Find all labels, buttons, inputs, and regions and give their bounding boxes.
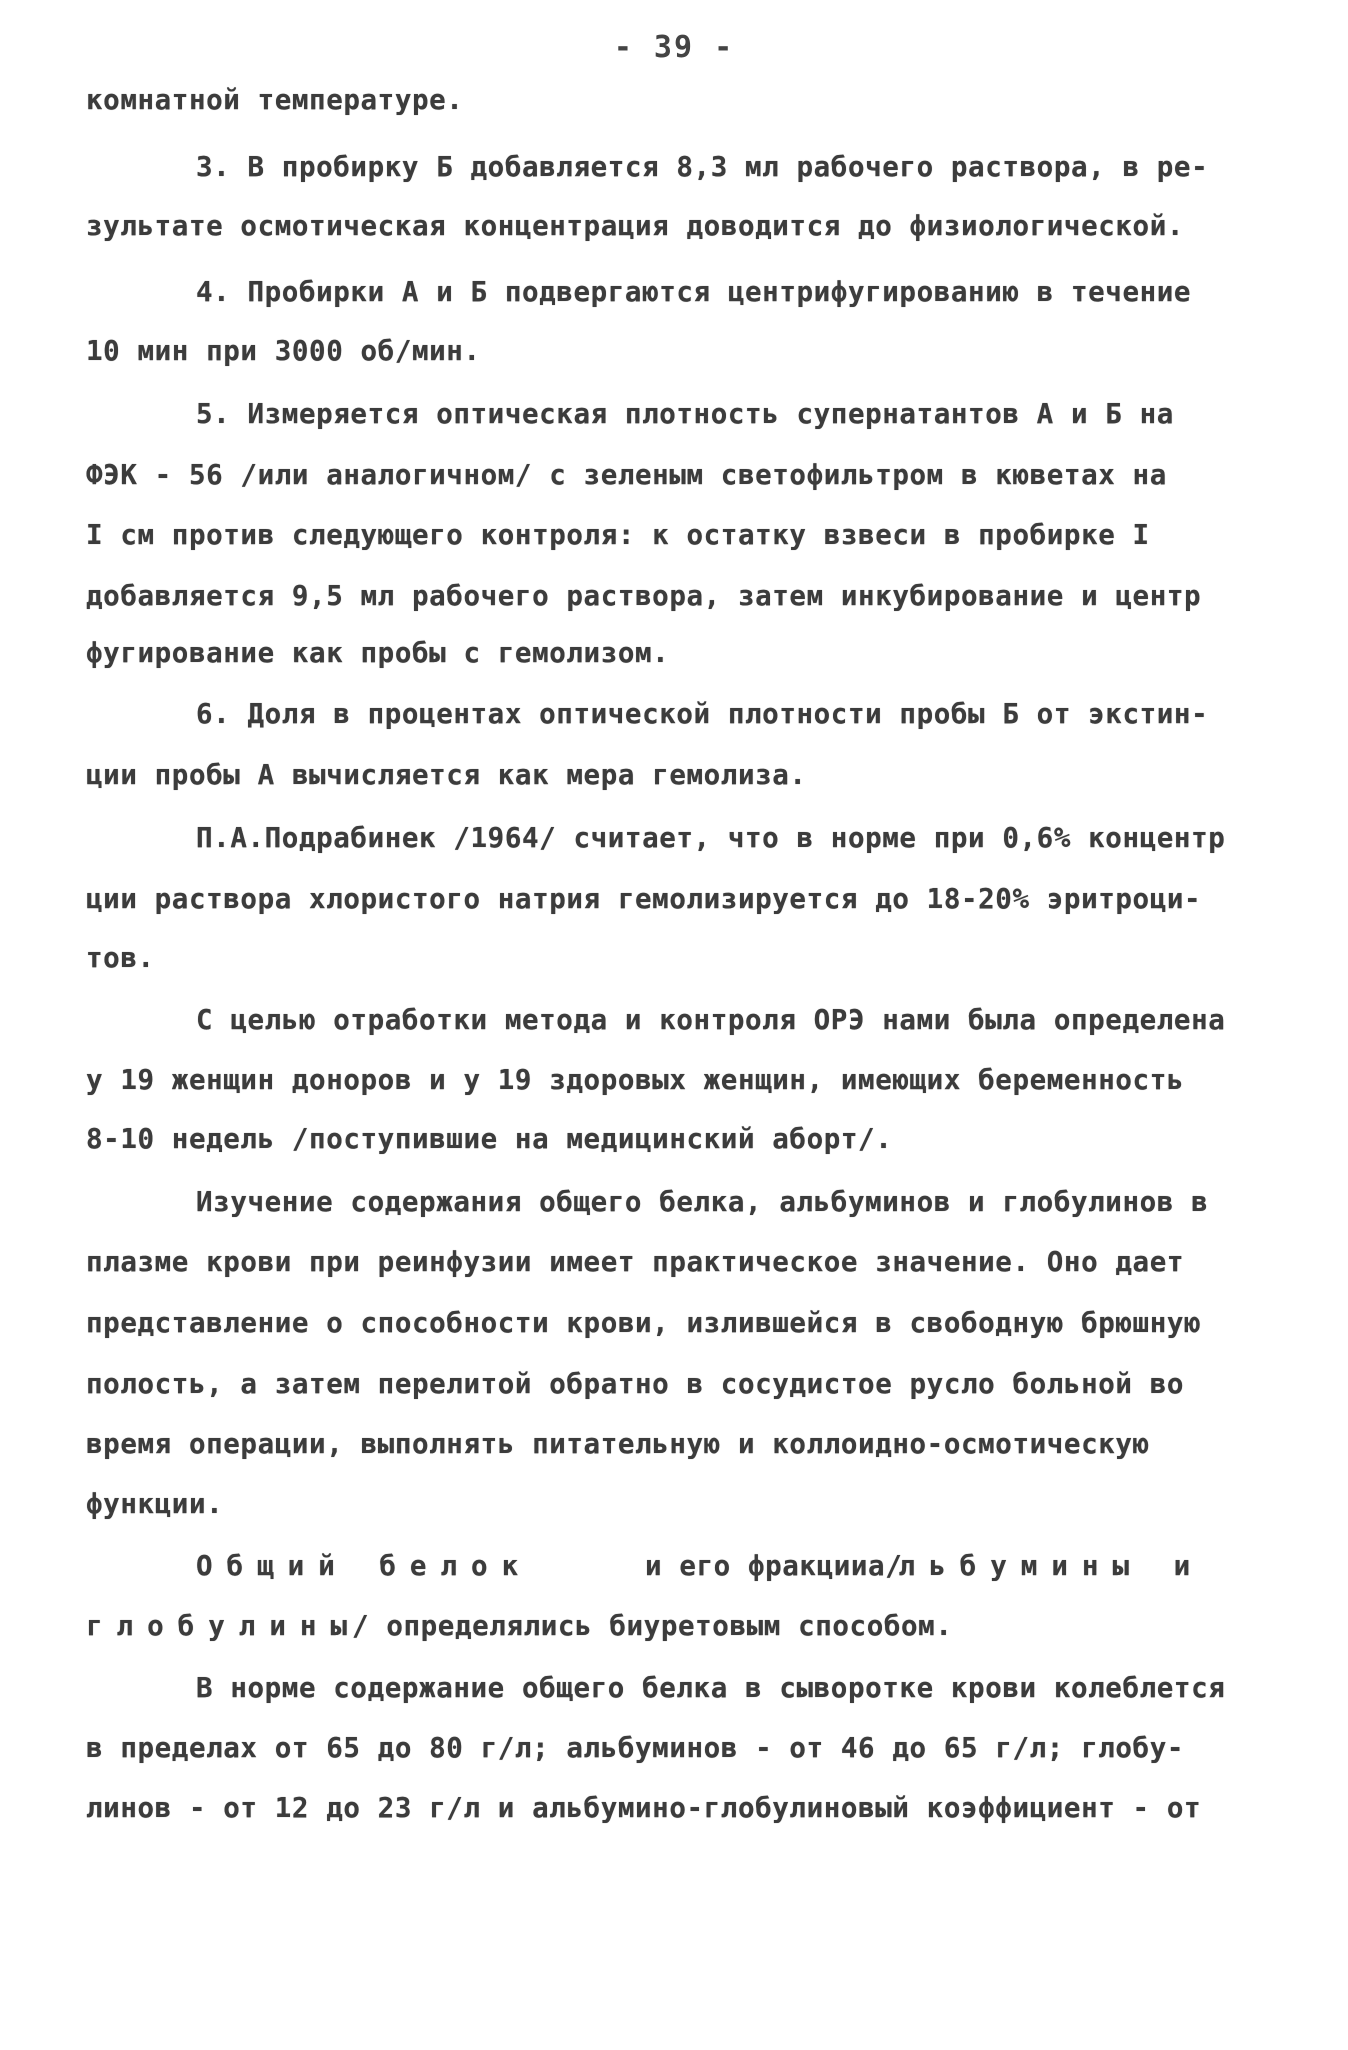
text-line: В норме содержание общего белка в сыворотке крови колеблется	[196, 1672, 1226, 1704]
text-line: ФЭК - 56 /или аналогичном/ с зеленым светофильтром в кюветах на	[86, 459, 1167, 491]
spaced-term-globulins: глобулины	[86, 1610, 362, 1642]
text-line: фугирование как пробы с гемолизом.	[86, 637, 670, 669]
text-line: в пределах от 65 до 80 г/л; альбуминов - от 46 до 65 г/л; глобу-	[86, 1732, 1185, 1764]
page-number: - 39 -	[613, 30, 735, 65]
spaced-term-albumins: альбумины и	[868, 1550, 1205, 1582]
text-line: I см против следующего контроля: к остатку взвеси в пробирке I	[86, 519, 1150, 551]
text-line: комнатной температуре.	[86, 84, 464, 116]
text-line: ции раствора хлористого натрия гемолизируется до 18-20% эритроци-	[86, 883, 1202, 915]
text-line: 5. Измеряется оптическая плотность супернатантов А и Б на	[196, 398, 1174, 430]
text-line: линов - от 12 до 23 г/л и альбумино-глобулиновый коэффициент - от	[86, 1792, 1202, 1824]
text-line: Изучение содержания общего белка, альбуминов и глобулинов в	[196, 1186, 1209, 1218]
text-line: плазме крови при реинфузии имеет практическое значение. Оно дает	[86, 1246, 1185, 1278]
text-line: у 19 женщин доноров и у 19 здоровых женщин, имеющих беременность	[86, 1064, 1185, 1096]
text-fragment: / определялись биуретовым способом.	[352, 1610, 953, 1642]
text-line: представление о способности крови, излившейся в свободную брюшную	[86, 1307, 1202, 1339]
text-line: зультате осмотическая концентрация доводится до физиологической.	[86, 210, 1185, 242]
text-line: ции пробы А вычисляется как мера гемолиза.	[86, 759, 807, 791]
text-line: функции.	[86, 1488, 224, 1520]
text-line: тов.	[86, 942, 155, 974]
text-line: 4. Пробирки А и Б подвергаются центрифугированию в течение	[196, 276, 1192, 308]
text-line: добавляется 9,5 мл рабочего раствора, затем инкубирование и центр	[86, 580, 1202, 612]
text-line: время операции, выполнять питательную и коллоидно-осмотическую	[86, 1428, 1150, 1460]
text-line: П.А.Подрабинек /1964/ считает, что в норме при 0,6% концентр	[196, 822, 1226, 854]
text-line: 8-10 недель /поступившие на медицинский аборт/.	[86, 1123, 893, 1155]
text-line: полость, а затем перелитой обратно в сосудистое русло больной во	[86, 1368, 1185, 1400]
spaced-term-total-protein: Общий белок	[196, 1550, 533, 1582]
text-line: 3. В пробирку Б добавляется 8,3 мл рабочего раствора, в ре-	[196, 151, 1209, 183]
text-line: С целью отработки метода и контроля ОРЭ нами была определена	[196, 1004, 1226, 1036]
text-line: 6. Доля в процентах оптической плотности пробы Б от экстин-	[196, 698, 1209, 730]
text-line: 10 мин при 3000 об/мин.	[86, 335, 481, 367]
text-fragment: и его фракции /	[645, 1550, 903, 1582]
